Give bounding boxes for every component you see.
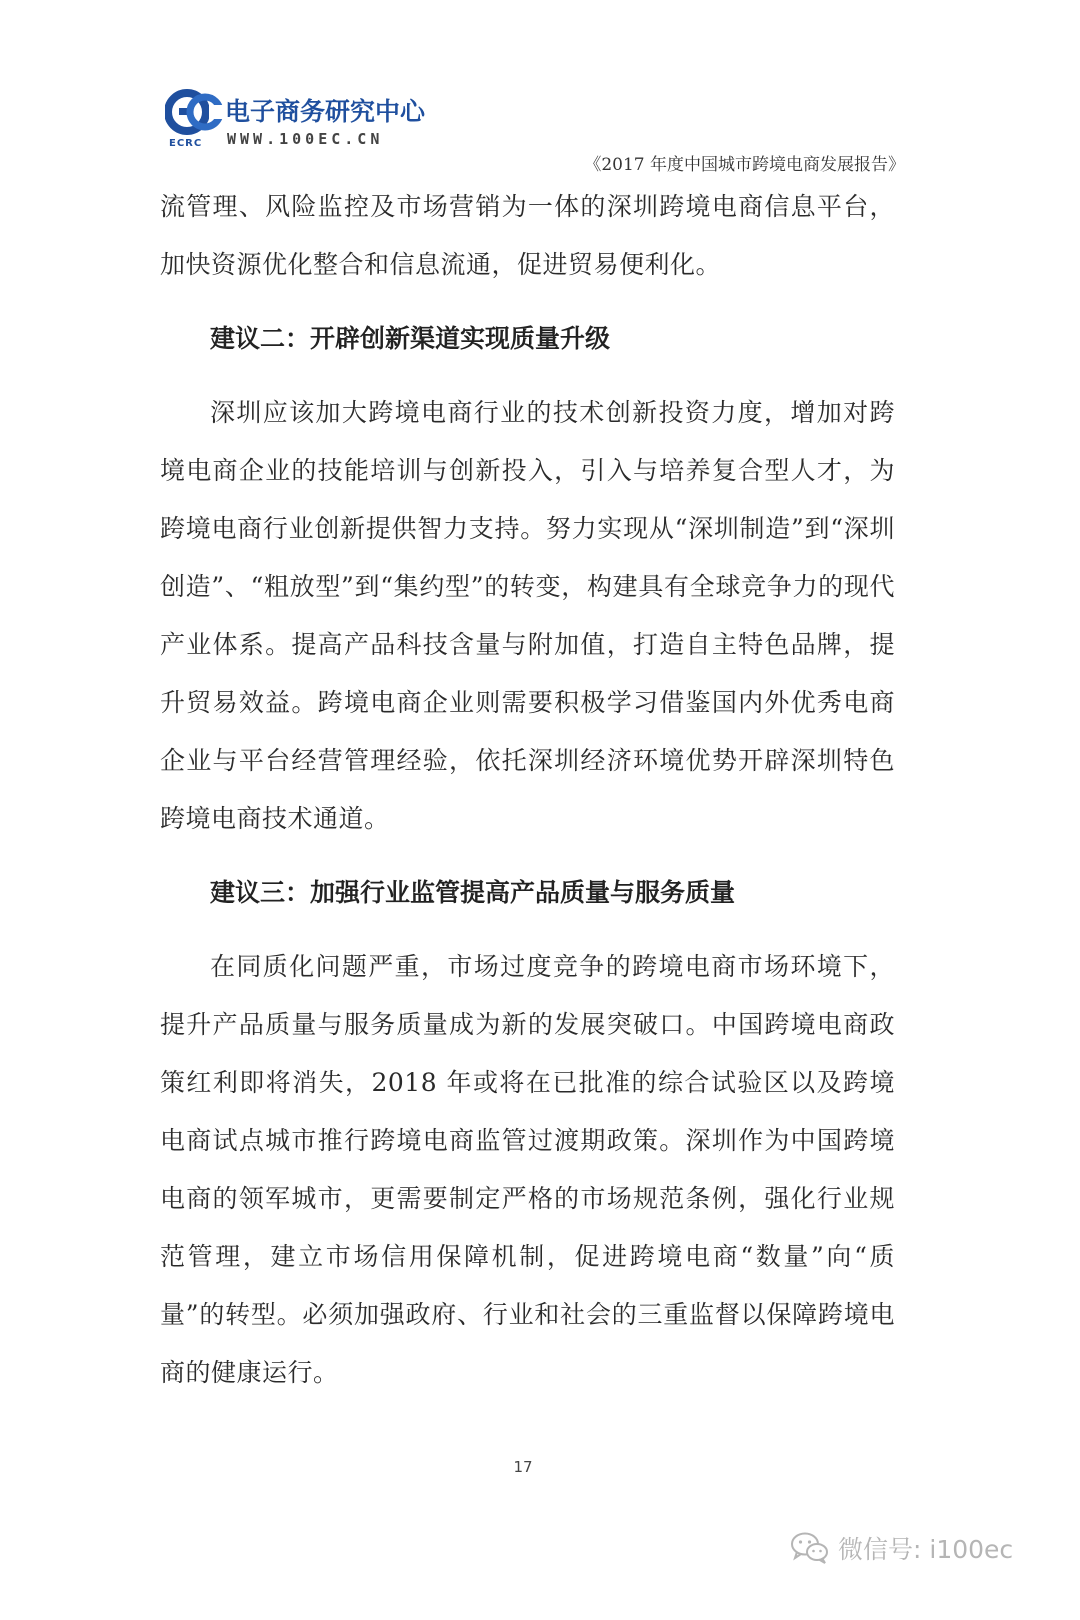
document-body [160,178,895,1402]
section-heading-3: 建议三：加强行业监管提高产品质量与服务质量 [210,878,736,907]
paragraph-continued: 流管理、风险监控及市场营销为一体的深圳跨境电商信息平台，加快资源优化整合和信息流通，促进贸易便利化。 [160,192,895,279]
report-title: 《2017 年度中国城市跨境电商发展报告》 [584,155,905,175]
watermark-text: 微信号: i100ec [838,1535,1014,1564]
logo-url: WWW.100EC.CN [227,130,384,148]
paragraph-3: 在同质化问题严重，市场过度竞争的跨境电商市场环境下，提升产品质量与服务质量成为新的发展突破口。中国跨境电商政策红利即将消失，2018 年或将在已批准的综合试验区以及跨境电商试点城市推行跨境电商监管过渡期政策。深圳作为中国跨境电商的领军城市，更需要制定严格的市场规范条例，强化行业规范管理，建立市场信用保障机制，促进跨境电商“数量”向“质量”的转型。必须加强政府、行业和社会的三重监督以保障跨境电商的健康运行。 [160,952,895,1387]
wechat-watermark [790,1528,1013,1568]
page-number: 17 [513,1458,533,1476]
ecrc-logo [165,88,425,158]
wechat-icon [790,1531,830,1565]
section-heading-2: 建议二：开辟创新渠道实现质量升级 [210,324,611,353]
paragraph-2: 深圳应该加大跨境电商行业的技术创新投资力度，增加对跨境电商企业的技能培训与创新投入，引入与培养复合型人才，为跨境电商行业创新提供智力支持。努力实现从“深圳制造”到“深圳创造”、“粗放型”到“集约型”的转变，构建具有全球竞争力的现代产业体系。提高产品科技含量与附加值，打造自主特色品牌，提升贸易效益。跨境电商企业则需要积极学习借鉴国内外优秀电商企业与平台经营管理经验，依托深圳经济环境优势开辟深圳特色跨境电商技术通道。 [160,398,895,833]
logo-name: 电子商务研究中心 [225,97,426,126]
logo-abbr: ECRC [169,138,203,149]
